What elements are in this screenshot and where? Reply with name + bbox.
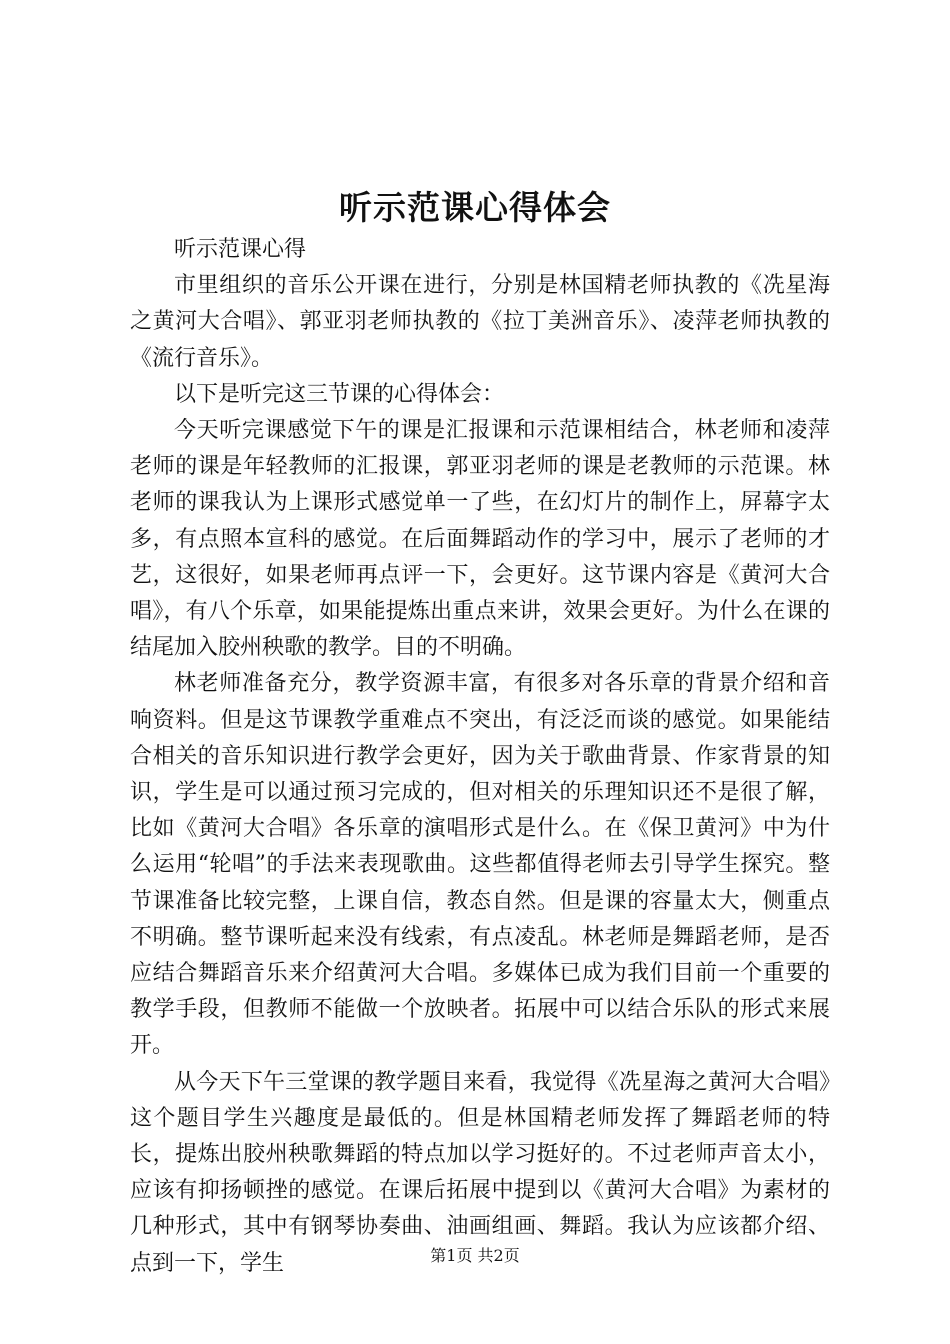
paragraph-intro: 市里组织的音乐公开课在进行，分别是林国精老师执教的《冼星海之黄河大合唱》、郭亚羽老师执教的《拉丁美洲音乐》、凌萍老师执教的《流行音乐》。 (130, 273, 830, 371)
paragraph-body-3: 从今天下午三堂课的教学题目来看，我觉得《冼星海之黄河大合唱》这个题目学生兴趣度是最低的。但是林国精老师发挥了舞蹈老师的特长，提炼出胶州秧歌舞蹈的特点加以学习挺好的。不过老师声音太小，应该有抑扬顿挫的感觉。在课后拓展中提到以《黄河大合唱》为素材的几种形式，其中有钢琴协奏曲、油画组画、舞蹈。我认为应该都介绍、点到一下，学生 (130, 1069, 830, 1276)
document-body (130, 232, 830, 1282)
document-title: 听示范课心得体会 (339, 188, 611, 227)
paragraph-body-2: 林老师准备充分，教学资源丰富，有很多对各乐章的背景介绍和音响资料。但是这节课教学重难点不突出，有泛泛而谈的感觉。如果能结合相关的音乐知识进行教学会更好，因为关于歌曲背景、作家背景的知识，学生是可以通过预习完成的，但对相关的乐理知识还不是很了解，比如《黄河大合唱》各乐章的演唱形式是什么。在《保卫黄河》中为什么运用“轮唱”的手法来表现歌曲。这些都值得老师去引导学生探究。整节课准备比较完整，上课自信，教态自然。但是课的容量太大，侧重点不明确。整节课听起来没有线索，有点凌乱。林老师是舞蹈老师，是否应结合舞蹈音乐来介绍黄河大合唱。多媒体已成为我们目前一个重要的教学手段，但教师不能做一个放映者。拓展中可以结合乐队的形式来展开。 (130, 671, 830, 1059)
paragraph-subtitle: 听示范课心得 (174, 237, 307, 262)
page-footer: 第1页 共2页 (430, 1246, 520, 1265)
paragraph-body-1: 今天听完课感觉下午的课是汇报课和示范课相结合，林老师和凌萍老师的课是年轻教师的汇报课，郭亚羽老师的课是老教师的示范课。林老师的课我认为上课形式感觉单一了些，在幻灯片的制作上，屏幕字太多，有点照本宣科的感觉。在后面舞蹈动作的学习中，展示了老师的才艺，这很好，如果老师再点评一下，会更好。这节课内容是《黄河大合唱》，有八个乐章，如果能提炼出重点来讲，效果会更好。为什么在课的结尾加入胶州秧歌的教学。目的不明确。 (130, 418, 830, 661)
paragraph-lead: 以下是听完这三节课的心得体会： (174, 381, 505, 407)
